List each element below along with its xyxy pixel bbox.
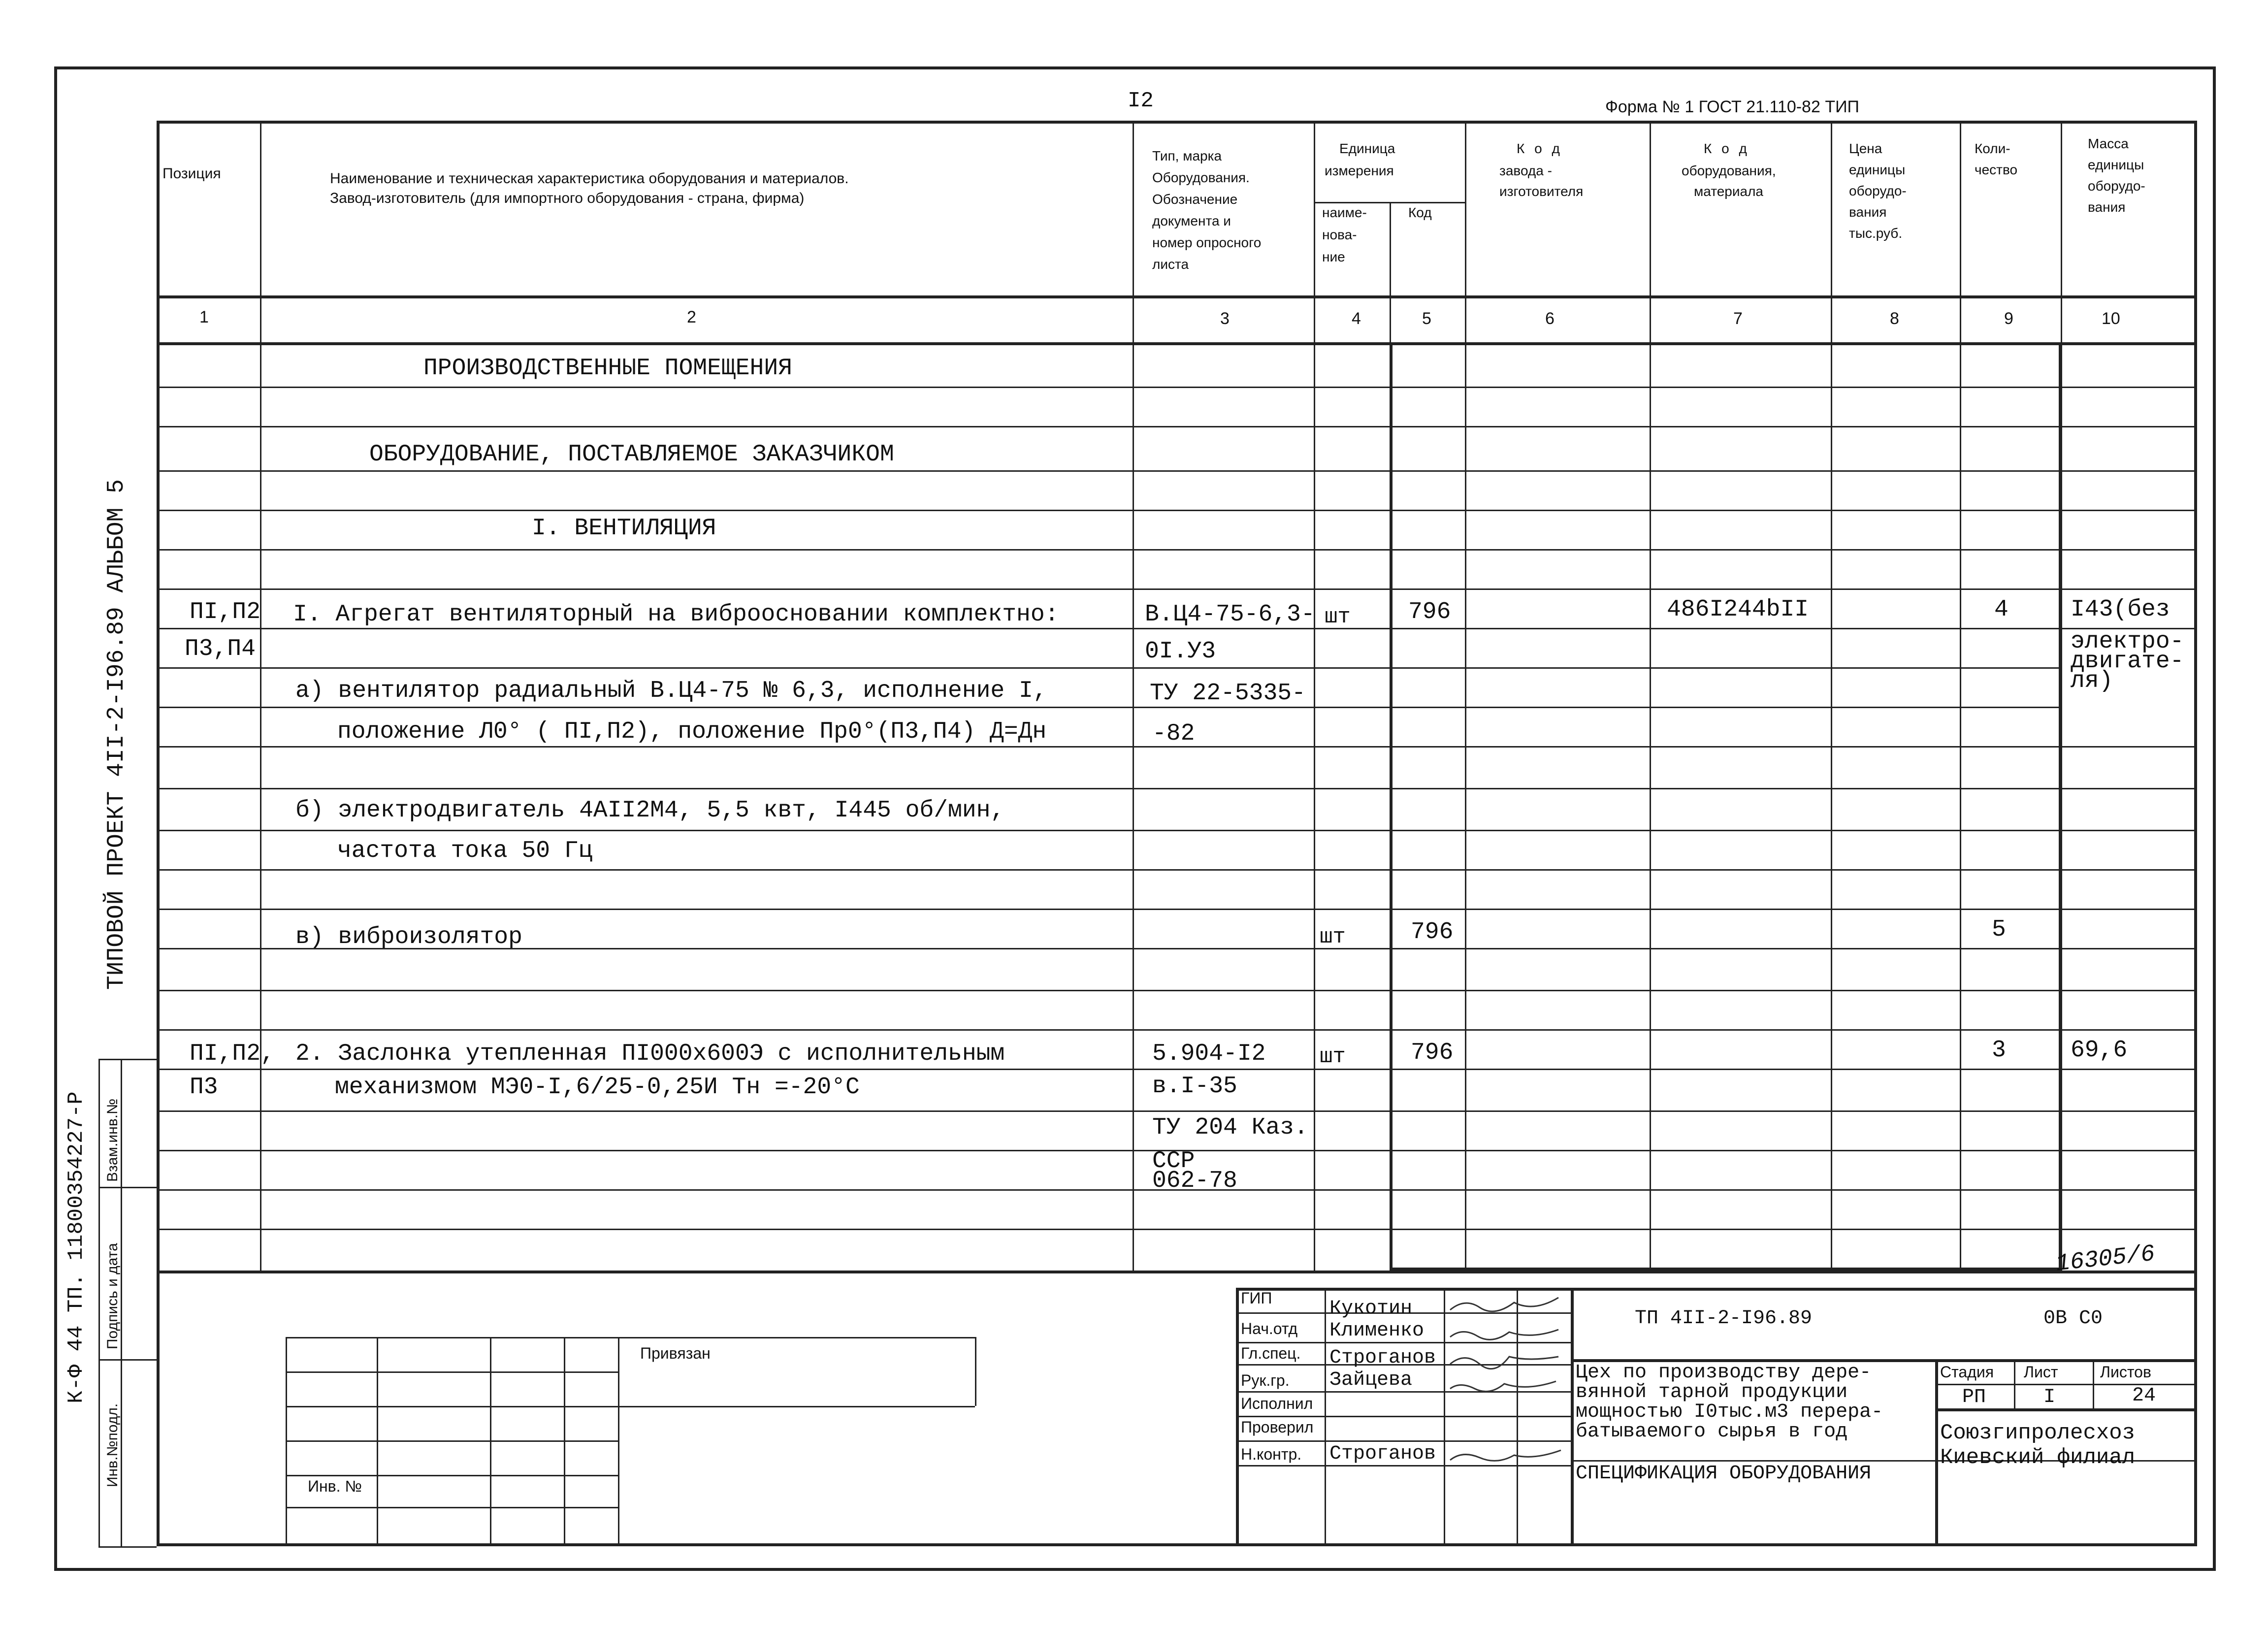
hdr-qty-2: чество — [1975, 162, 2018, 177]
row-unit: шт — [1320, 925, 1346, 949]
sheet-number: I2 — [1128, 89, 1154, 113]
hdr-kodo-2: оборудования, — [1682, 163, 1776, 178]
inv-podl-label: Инв.№подл. — [104, 1403, 121, 1487]
podpis-label: Подпись и дата — [104, 1243, 121, 1349]
row-type: ССР — [1152, 1148, 1195, 1174]
row-unit-code: 796 — [1408, 599, 1451, 625]
album-title: ТИПОВОЙ ПРОЕКТ 4II-2-I96.89 АЛЬБОМ 5 — [103, 479, 130, 990]
hdr-name-2: Завод-изготовитель (для импортного оборудования - страна, фирма) — [330, 190, 805, 206]
col-num-2: 2 — [687, 308, 696, 326]
row-mass: электро- — [2071, 628, 2184, 655]
hdr-type-6: листа — [1152, 257, 1189, 272]
row-unit: шт — [1325, 605, 1351, 629]
hdr-mass-2: единицы — [2088, 157, 2144, 172]
listov-label: Листов — [2100, 1363, 2151, 1381]
privyazan-label: Привязан — [640, 1344, 711, 1362]
hdr-mass-1: Масса — [2088, 136, 2129, 151]
hdr-kod-2: завода - — [1499, 163, 1552, 178]
hdr-price-3: оборудо- — [1849, 183, 1907, 198]
hdr-type-4: документа и — [1152, 213, 1231, 228]
col-num-3: 3 — [1220, 309, 1230, 328]
row-mass: ля) — [2071, 668, 2113, 694]
person-name: Кукотин — [1329, 1298, 1413, 1320]
row-type: В.Ц4-75-6,3- — [1145, 601, 1315, 628]
row-unit: шт — [1320, 1044, 1346, 1069]
row-quantity: 3 — [1992, 1037, 2006, 1064]
listov-value: 24 — [2132, 1385, 2156, 1407]
hdr-name: Наименование и техническая характеристика оборудования и материалов. — [330, 170, 849, 187]
row-mass: двигате- — [2071, 648, 2184, 675]
col-num-9: 9 — [2004, 309, 2013, 328]
hdr-unit-name-1: наиме- — [1322, 205, 1367, 220]
bold-block — [1390, 342, 2062, 1271]
list-value: I — [2043, 1386, 2056, 1408]
project-code: ТП 4II-2-I96.89 — [1635, 1307, 1813, 1330]
role-ispolnil: Исполнил — [1241, 1395, 1313, 1412]
role-n-kontr: Н.контр. — [1241, 1445, 1302, 1463]
hdr-unit-code: Код — [1408, 205, 1432, 220]
hdr-type-2: Оборудования. — [1152, 170, 1250, 185]
hdr-price-5: тыс.руб. — [1849, 226, 1903, 241]
col-num-1: 1 — [199, 308, 209, 326]
role-ruk-gr: Рук.гр. — [1241, 1371, 1290, 1389]
row-name: б) электродвигатель 4АII2М4, 5,5 квт, I445 об/мин, — [295, 797, 1005, 824]
form-label: Форма № 1 ГОСТ 21.110-82 ТИП — [1605, 98, 1859, 116]
archive-stamp: К-Ф 44 ТП. 11800354227-Р — [64, 1091, 89, 1403]
row-type: 062-78 — [1152, 1168, 1237, 1194]
hdr-position: Позиция — [162, 165, 221, 182]
description-line: батываемого сырья в год — [1576, 1421, 1848, 1443]
person-name: Клименко — [1329, 1320, 1425, 1342]
hdr-unit-1: Единица — [1339, 141, 1395, 156]
row-quantity: 5 — [1992, 916, 2006, 943]
handwritten-number: 16305/6 — [2054, 1240, 2156, 1278]
organization: Союзгипролесхоз — [1940, 1421, 2136, 1445]
hdr-kodo-1: К о д — [1704, 141, 1750, 156]
col-num-10: 10 — [2102, 309, 2120, 328]
hdr-mass-3: оборудо- — [2088, 178, 2145, 194]
description-line: вянной тарной продукции — [1576, 1381, 1848, 1403]
hdr-type-5: номер опросного — [1152, 235, 1262, 250]
list-label: Лист — [2024, 1363, 2058, 1381]
row-type: 5.904-I2 — [1152, 1041, 1266, 1067]
section-heading: ОБОРУДОВАНИЕ, ПОСТАВЛЯЕМОЕ ЗАКАЗЧИКОМ — [369, 441, 894, 468]
row-type: -82 — [1152, 720, 1195, 747]
row-position: ПI,П2, — [190, 1041, 275, 1067]
stadia-value: РП — [1962, 1386, 1986, 1408]
row-position: ПI,П2 — [190, 599, 261, 625]
section-heading: I. ВЕНТИЛЯЦИЯ — [532, 515, 716, 542]
row-quantity: 4 — [1994, 596, 2009, 623]
signatures — [1445, 1290, 1571, 1467]
row-name: механизмом МЭ0-I,6/25-0,25И Тн =-20°С — [335, 1074, 860, 1101]
stadia-label: Стадия — [1940, 1363, 1994, 1381]
person-name: Строганов — [1329, 1443, 1436, 1465]
role-gip: ГИП — [1241, 1289, 1272, 1307]
section-heading: ПРОИЗВОДСТВЕННЫЕ ПОМЕЩЕНИЯ — [423, 355, 792, 382]
row-position: П3 — [190, 1074, 218, 1101]
row-name: положение Л0° ( ПI,П2), положение Пр0°(П3,П4) Д=Дн — [337, 718, 1047, 745]
col-num-6: 6 — [1545, 309, 1555, 328]
row-type: в.I-35 — [1152, 1073, 1237, 1100]
hdr-price-4: вания — [1849, 204, 1887, 220]
hdr-unit-name-3: ние — [1322, 249, 1345, 264]
role-nach-otd: Нач.отд — [1241, 1320, 1298, 1337]
row-position: П3,П4 — [185, 636, 256, 662]
row-name: 2. Заслонка утепленная ПI000х600Э с исполнительным — [295, 1041, 1005, 1067]
hdr-unit-2: измерения — [1325, 163, 1394, 178]
person-name: Зайцева — [1329, 1369, 1413, 1391]
row-type: ТУ 22-5335- — [1150, 680, 1306, 707]
row-unit-code: 796 — [1411, 919, 1454, 945]
row-name: I. Агрегат вентиляторный на виброосновании комплектно: — [293, 601, 1059, 628]
vzam-inv-label: Взам.инв.№ — [104, 1098, 121, 1182]
col-num-8: 8 — [1890, 309, 1899, 328]
col-num-7: 7 — [1733, 309, 1743, 328]
organization-branch: Киевский филиал — [1940, 1445, 2136, 1470]
hdr-type-1: Тип, марка — [1152, 148, 1222, 163]
doc-mark: 0В С0 — [2043, 1307, 2103, 1330]
role-proveril: Проверил — [1241, 1418, 1314, 1436]
hdr-kod-1: К о д — [1517, 141, 1563, 156]
description-line: Цех по производству дере- — [1576, 1362, 1872, 1384]
row-mass: 69,6 — [2071, 1037, 2128, 1064]
row-type: ТУ 204 Каз. — [1152, 1114, 1308, 1141]
role-gl-spec: Гл.спец. — [1241, 1344, 1301, 1362]
hdr-mass-4: вания — [2088, 199, 2126, 215]
person-name: Строганов — [1329, 1347, 1436, 1369]
row-mass: I43(без — [2071, 596, 2170, 623]
hdr-kodo-3: материала — [1694, 184, 1763, 199]
hdr-type-3: Обозначение — [1152, 192, 1238, 207]
hdr-kod-3: изготовителя — [1499, 184, 1584, 199]
row-unit-code: 796 — [1411, 1040, 1454, 1066]
inv-no-label: Инв. № — [308, 1477, 362, 1495]
hdr-qty-1: Коли- — [1975, 141, 2010, 156]
row-name: а) вентилятор радиальный В.Ц4-75 № 6,3, исполнение I, — [295, 678, 1047, 704]
document-title: СПЕЦИФИКАЦИЯ ОБОРУДОВАНИЯ — [1576, 1463, 1872, 1485]
col-num-5: 5 — [1422, 309, 1431, 328]
row-equipment-code: 486I244bII — [1667, 596, 1809, 623]
row-name: в) виброизолятор — [295, 924, 522, 950]
row-type: 0I.У3 — [1145, 638, 1216, 665]
hdr-unit-name-2: нова- — [1322, 227, 1357, 242]
hdr-price-1: Цена — [1849, 141, 1882, 156]
hdr-price-2: единицы — [1849, 162, 1906, 177]
row-name: частота тока 50 Гц — [337, 838, 593, 864]
description-line: мощностью I0тыс.м3 перера- — [1576, 1401, 1883, 1423]
col-num-4: 4 — [1352, 309, 1361, 328]
